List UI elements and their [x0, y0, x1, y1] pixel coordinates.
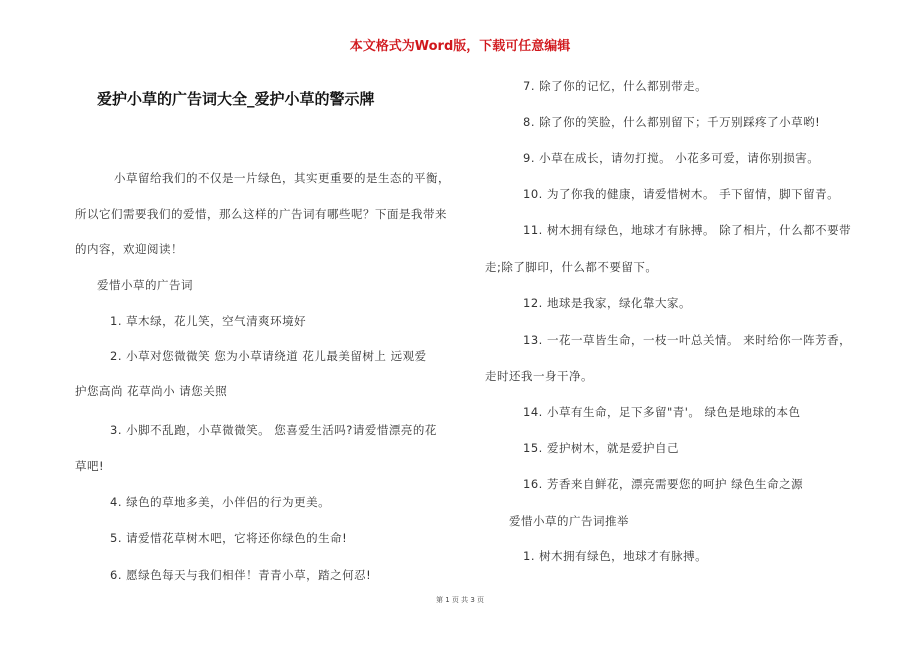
format-banner: 本文格式为Word版，下载可任意编辑: [349, 39, 571, 54]
list-item-2: 2. 小草对您微微笑 您为小草请绕道 花儿最美留树上 远观爱: [110, 349, 427, 363]
list-item-5: 5. 请爱惜花草树木吧，它将还你绿色的生命!: [110, 531, 348, 545]
list-item-11-cont: 走;除了脚印，什么都不要留下。: [485, 260, 658, 274]
intro-line-2: 所以它们需要我们的爱惜，那么这样的广告词有哪些呢？下面是我带来: [75, 207, 447, 221]
list-item-1: 1. 草木绿，花儿笑，空气清爽环境好: [110, 314, 307, 328]
list-item-3: 3. 小脚不乱跑，小草微微笑。 您喜爱生活吗?请爱惜漂亮的花: [110, 423, 437, 437]
recommend-item-1: 1. 树木拥有绿色，地球才有脉搏。: [523, 549, 708, 563]
intro-line-3: 的内容，欢迎阅读！: [75, 242, 183, 256]
list-item-15: 15. 爱护树木，就是爱护自己: [523, 441, 679, 455]
list-item-13: 13. 一花一草皆生命，一枝一叶总关情。 来时给你一阵芳香，: [523, 333, 852, 347]
list-item-9: 9. 小草在成长，请勿打搅。 小花多可爱，请你别损害。: [523, 151, 820, 165]
list-item-14: 14. 小草有生命，足下多留"青'。 绿色是地球的本色: [523, 405, 801, 419]
list-item-3-cont: 草吧!: [75, 459, 105, 473]
list-item-8: 8. 除了你的笑脸，什么都别留下；千万别踩疼了小草哟!: [523, 115, 821, 129]
list-item-16: 16. 芳香来自鲜花，漂亮需要您的呵护 绿色生命之源: [523, 477, 804, 491]
list-item-6: 6. 愿绿色每天与我们相伴！青青小草，踏之何忍!: [110, 568, 372, 582]
list-item-2-cont: 护您高尚 花草尚小 请您关照: [75, 384, 228, 398]
section-heading-ads: 爱惜小草的广告词: [97, 278, 193, 292]
list-item-10: 10. 为了你我的健康，请爱惜树木。 手下留情，脚下留青。: [523, 187, 840, 201]
section-heading-recommend: 爱惜小草的广告词推举: [509, 514, 629, 528]
list-item-4: 4. 绿色的草地多美，小伴侣的行为更美。: [110, 495, 331, 509]
intro-line-1: 小草留给我们的不仅是一片绿色，其实更重要的是生态的平衡，: [114, 171, 450, 185]
list-item-7: 7. 除了你的记忆，什么都别带走。: [523, 79, 708, 93]
list-item-11: 11. 树木拥有绿色，地球才有脉搏。 除了相片，什么都不要带: [523, 223, 852, 237]
page-title: 爱护小草的广告词大全_爱护小草的警示牌: [97, 90, 375, 108]
list-item-13-cont: 走时还我一身干净。: [485, 369, 593, 383]
list-item-12: 12. 地球是我家，绿化靠大家。: [523, 296, 691, 310]
page-number: 第 1 页 共 3 页: [435, 596, 485, 604]
